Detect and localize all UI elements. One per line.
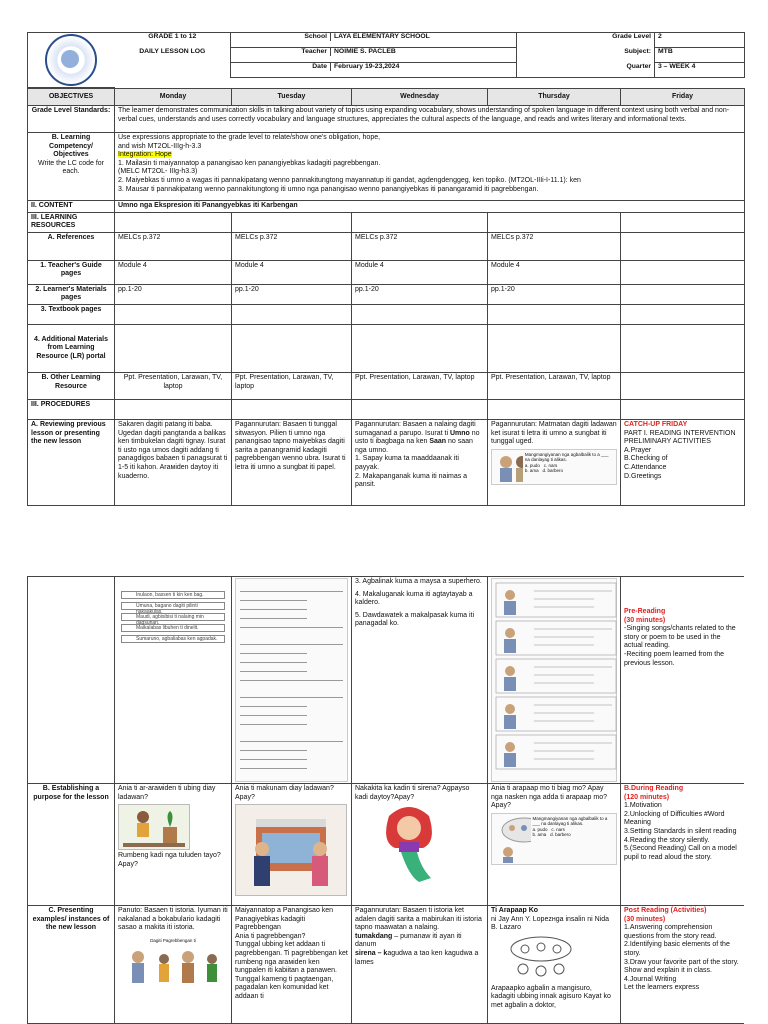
pre-reading-2: -Reciting poem learned from the previous lesson. — [624, 650, 724, 667]
review-wed-end: no saan nga umno. — [355, 438, 473, 454]
resources-label: III. LEARNING RESOURCES — [28, 212, 115, 232]
lm-tuesday: pp.1-20 — [232, 284, 352, 304]
review-fri-5: C.Attendance — [624, 463, 667, 471]
references-label: A. References — [28, 232, 115, 260]
other-thursday: Ppt. Presentation, Larawan, TV, laptop — [488, 372, 621, 399]
lm-thursday: pp.1-20 — [488, 284, 621, 304]
competency-cell — [28, 133, 115, 201]
quarter-value: 3 – WEEK 4 — [655, 63, 745, 78]
review-friday — [621, 419, 745, 505]
quiz-sheet-thumbnail — [235, 578, 348, 782]
review-fri-2: PRELIMINARY ACTIVITIES — [624, 438, 711, 446]
review-fri-3: A.Prayer — [624, 446, 652, 454]
col-tuesday: Tuesday — [232, 89, 352, 106]
pre-reading-title: Pre-Reading — [624, 608, 666, 615]
review-thu-text: Pagannurutan: Matmatan dagiti ladawan ket isurat ti letra iti umno a sungbat iti tunggal uged. — [491, 420, 617, 446]
col-objectives: OBJECTIVES — [28, 89, 115, 106]
textbook-label: 3. Textbook pages — [28, 304, 115, 324]
dream-ws-option-d: d. barbero — [550, 832, 571, 838]
lesson-log-page-1 — [27, 32, 744, 532]
fri-post-reading — [621, 906, 745, 1024]
worksheet-picture-items-icon — [494, 581, 618, 775]
content-text: Umno nga Ekspresion iti Panangyebkas iti Karbengan — [115, 201, 745, 213]
review-label: A. Reviewing previous lesson or presenting the new lesson — [28, 419, 115, 505]
ws-option-c: c. nars — [543, 462, 558, 468]
post-reading-5: Let the learners express — [624, 984, 700, 992]
child-planting-image-icon — [118, 804, 190, 850]
ref-monday: MELCs p.372 — [115, 232, 232, 260]
competency-line-4: (MELC MT2OL- IIIg-h3.3) — [118, 168, 198, 176]
sentence-strip-2: Umuna, bagano dagiti pilinti nakaakulas. — [121, 602, 225, 610]
deped-seal — [28, 33, 115, 88]
during-reading-time: (120 minutes) — [624, 793, 670, 801]
other-label: B. Other Learning Resource — [28, 372, 115, 399]
standards-text: The learner demonstrates communication skills in talking about variety of topics using expanding vocabulary, shows understanding of spoken language in different context using both verbal and non-verbal cues, understands and uses correctly vocabulary and language structures, appreciates the cultural aspects of the language, and reads and writes literary and informational texts. — [115, 106, 745, 133]
sentence-strip-3: Maudi, agbisibisi ti nalaing min dagsunan. — [121, 613, 225, 621]
purpose-thursday — [488, 784, 621, 906]
during-reading-title: B.During Reading — [624, 785, 684, 792]
dream-ws-option-a: a. pudo — [532, 826, 548, 832]
ws-option-b: b. ama — [524, 468, 539, 474]
review-wed-item-2: 2. Makapanganak kuma iti naimas a pansit. — [355, 472, 468, 489]
dream-ws-option-b: b. ama — [532, 832, 547, 838]
competency-line-3: 1. Mailasin ti maiyannatop a panangisao ken panangiyebkas kadagiti pagrebbengan. — [118, 159, 381, 167]
tg-label: 1. Teacher's Guide pages — [28, 260, 115, 284]
review-wed-item-1: 1. Sapay kuma ta maaddaanak iti payyak. — [355, 455, 459, 471]
dll-table-page-2 — [27, 576, 744, 1024]
post-reading-1: 1.Answering comprehension questions from the story read. — [624, 924, 717, 940]
thu-worksheets — [488, 577, 621, 784]
additional-label: 4. Additional Materials from Learning Resource (LR) portal — [28, 324, 115, 372]
standards-label: Grade Level Standards: — [28, 106, 115, 133]
competency-line-5: 2. Maiyebkas ti umno a wagas iti pannakipatang wenno pannakitungtong mayannatup iti gandat, agdengdenggeg, ken topiko. (MT2OL-IIIi-I-11.1): ken — [118, 176, 581, 184]
purpose-mon-question-2: Rumbeng kadi nga tuluden tayo?Apay? — [118, 852, 221, 868]
quarter-label: Quarter — [517, 63, 655, 78]
grade-value: 2 — [655, 33, 745, 48]
purpose-label: B. Establishing a purpose for the lesson — [28, 784, 115, 906]
date-label: Date — [231, 63, 331, 71]
purpose-monday — [115, 784, 232, 906]
presenting-label: C. Presenting examples/ instances of the new lesson — [28, 906, 115, 1024]
procedures-label: III. PROCEDURES — [28, 399, 115, 419]
review-wed-saan: Saan — [429, 438, 447, 446]
lm-wednesday: pp.1-20 — [352, 284, 488, 304]
school-value: LAYA ELEMENTARY SCHOOL — [334, 33, 430, 40]
review-fri-6: D.Greetings — [624, 472, 662, 480]
competency-line-6: 3. Mausar ti pannakipatang wenno pannakitungtong iti umno nga panangisao wenno panangiyebkas iti panangaramid iti pagrebbengan. — [118, 185, 539, 193]
pres-mon-story-title: Dagiti Pagrebbengan ti — [150, 937, 196, 943]
dll-table-page-1 — [27, 88, 745, 506]
during-reading-2: 2.Unlocking of Difficulties #Word Meaning — [624, 810, 725, 827]
review-wed-mid: no usto ti ibagbaga na ken — [355, 429, 480, 446]
content-label: II. CONTENT — [28, 201, 115, 213]
purpose-tuesday — [232, 784, 352, 906]
post-reading-3: 3.Draw your favorite part of the story. Show and explain it in class. — [624, 958, 739, 975]
col-friday: Friday — [621, 89, 745, 106]
poem-title: Ti Arapaap Ko — [491, 907, 539, 914]
worksheet-thumbnail — [491, 449, 617, 485]
worksheet-question: Mangmangiyanan nga agbalbalik to a ___ na danlayag ti alikas. — [524, 451, 609, 463]
tg-wednesday: Module 4 — [352, 260, 488, 284]
subject-value: MTB — [655, 48, 745, 63]
purpose-wednesday — [352, 784, 488, 906]
thu-worksheet-stack — [491, 578, 617, 782]
catch-up-friday-title: CATCH-UP FRIDAY — [624, 420, 688, 428]
purpose-tue-question: Ania ti makunam diay ladawan? Apay? — [235, 785, 334, 801]
presenting-tuesday: Maiyannatop a Panangisao ken Panagiyebkas kadagiti Pagrebbengan Ania ti pagrebbengan? Tunggal ubbing ket addaan ti pagrebbengan. Ti pagrebbengan ket rumbeng nga araміden ken tungpalen iti kabiitan a panawen. Tunggal kameng ti pagtaengan, pagadalan ken komunidad ket addaan ti — [232, 906, 352, 1024]
title-line-1: GRADE 1 to 12 — [115, 33, 231, 48]
sentence-strip-4: Maikalabas libuhen ti dinelit. — [121, 624, 225, 632]
pres-mon-text: Panuto: Basaen ti istoria. Iyuman iti nakalanad a bokabulario kadagiti sasao a makita iti istoria. — [118, 907, 228, 932]
post-reading-4: 4.Journal Writing — [624, 975, 677, 983]
review-tuesday: Pagannurutan: Basaen ti tunggal sitwasyon. Pilien ti umno nga panangisao tapno maiyebkas dagiti sarita a panangramid kadagiti pagrebbengan wenno ubra. Isurat ti letra iti umno a sungbat iti papel. — [232, 419, 352, 505]
title-line-2: DAILY LESSON LOG — [139, 47, 206, 55]
tg-thursday: Module 4 — [488, 260, 621, 284]
competency-line-2: and wish MT2OL-IIIg-h-3.3 — [118, 142, 202, 150]
post-reading-time: (30 minutes) — [624, 915, 666, 923]
ref-wednesday: MELCs p.372 — [352, 232, 488, 260]
teacher-value: NOIMIE S. PACLEB — [334, 48, 396, 55]
review-thursday — [488, 419, 621, 505]
lesson-log-page-2 — [27, 576, 744, 1024]
purpose-thu-question: Ania ti arapaap mo ti biag mo? Apay nga nasken nga adda ti arapaap mo?Apay? — [491, 785, 607, 810]
wed-item-3: 3. Agbalinak kuma a maysa a superhero. — [355, 578, 482, 585]
competency-line-1: Use expressions appropriate to the grade level to relate/show one's obligation, hope, — [118, 134, 381, 141]
pre-reading-1: -Singing songs/chants related to the story or poem to be used in the actual reading. — [624, 625, 736, 650]
poem-author: ni Jay Ann Y. Lopezнga insalin ni Nida B. Lazaro — [491, 915, 610, 932]
teacher-label: Teacher — [231, 48, 331, 56]
wed-item-5: 5. Dawdawatek a makalpasak kuma iti panagadal ko. — [355, 611, 475, 628]
presenting-wednesday — [352, 906, 488, 1024]
vocab-tumakdang-def: – pumanaw iti ayan iti danum — [355, 932, 462, 949]
tue-quiz-image — [232, 577, 352, 784]
review-fri-1: PART I. READING INTERVENTION — [624, 429, 736, 437]
lm-label: 2. Learner's Materials pages — [28, 284, 115, 304]
review-fri-4: B.Checking of — [624, 455, 668, 463]
dream-worksheet-question: Mangmangiyanan nga agbalbalik to a ___ na danlayag ti alikas. — [532, 815, 608, 827]
vocab-sirena-def: agudwa a tao ken kagudwa a lames — [355, 949, 479, 966]
other-tuesday: Ppt. Presentation, Larawan, TV, laptop — [232, 372, 352, 399]
family-chores-image-icon — [118, 945, 228, 985]
purpose-wed-question: Nakakita ka kadin ti sirena? Agpayso kadi daytoy?Apay? — [355, 785, 470, 801]
ws-option-d: d. barbero — [542, 468, 563, 474]
school-label: School — [231, 33, 331, 41]
presenting-thursday — [488, 906, 621, 1024]
mermaid-image-icon — [369, 802, 449, 888]
family-store-image-icon — [235, 804, 347, 896]
fri-during-reading — [621, 784, 745, 906]
col-thursday: Thursday — [488, 89, 621, 106]
sentence-strip-1: Inulaon, bassen ti kin ken bag. — [121, 591, 225, 599]
tg-monday: Module 4 — [115, 260, 232, 284]
wed-item-4: 4. Makaluganak kuma iti agtaytayab a kaldero. — [355, 590, 473, 607]
review-wed-intro: Pagannurutan: Basaen a nalaing dagiti sumaganad a parupo. Isurat ti — [355, 420, 476, 437]
during-reading-4: 4.Reading the story silently. — [624, 836, 710, 844]
ref-thursday: MELCs p.372 — [488, 232, 621, 260]
purpose-mon-question: Ania ti ar-araміden ti ubing diay ladawan? — [118, 785, 216, 801]
review-wednesday — [352, 419, 488, 505]
presenting-monday — [115, 906, 232, 1024]
date-value: February 19-23,2024 — [334, 63, 400, 70]
competency-sub: Write the LC code for each. — [37, 159, 104, 176]
mon-sentence-strips — [115, 577, 232, 784]
header-table — [27, 32, 745, 88]
pres-wed-text: Pagannurutan: Basaen ti istoria ket adalen dagiti sarita a mabirukan iti istoria tapno maawatan a nalaing. — [355, 907, 482, 932]
other-wednesday: Ppt. Presentation, Larawan, TV, laptop — [352, 372, 488, 399]
integration-highlight: Integration: Hope — [118, 151, 172, 159]
lm-monday: pp.1-20 — [115, 284, 232, 304]
tg-tuesday: Module 4 — [232, 260, 352, 284]
child-dreaming-icon — [492, 814, 531, 864]
poem-body: Arapaapko agbalin a mangisuro, kadagiti ubbing innak agisuro Kayat ko met agbalin a doktor, — [491, 984, 611, 1009]
post-reading-2: 2.Identifying basic elements of the story. — [624, 941, 730, 957]
during-reading-5: 5.(Second Reading) Call on a model pupil to read aloud the story. — [624, 845, 737, 861]
ref-tuesday: MELCs p.372 — [232, 232, 352, 260]
grade-label: Grade Level — [517, 33, 655, 48]
children-dreams-image-icon — [501, 935, 581, 983]
other-monday: Ppt. Presentation, Larawan, TV, laptop — [115, 372, 232, 399]
fri-pre-reading — [621, 577, 745, 784]
subject-label: Subject: — [517, 48, 655, 63]
during-reading-1: 1.Motivation — [624, 802, 662, 810]
competency-label: B. Learning Competency/ Objectives — [49, 134, 93, 159]
ws-option-a: a. pudo — [524, 462, 540, 468]
review-wed-umno: Umno — [449, 429, 470, 437]
pre-reading-time: (30 minutes) — [624, 616, 666, 624]
dream-worksheet-thumbnail — [491, 813, 617, 865]
post-reading-title: Post Reading (Activities) — [624, 907, 707, 914]
col-wednesday: Wednesday — [352, 89, 488, 106]
during-reading-3: 3.Setting Standards in silent reading — [624, 827, 737, 835]
col-monday: Monday — [115, 89, 232, 106]
vocab-tumakdang: tumakdang — [355, 932, 393, 940]
review-monday: Sakaren dagiti patang iti baba. Ugedan dagiti pangtanda a balikas ken timbukelan dagiti tignay. Isurat ti usto nga umos dagiti addang ti panagdigos babaen ti panagsurat ti 1-5 iti kahon. Araміden daytoy iti kuaderno. — [115, 419, 232, 505]
wed-items-cont — [352, 577, 488, 784]
sentence-strip-5: Sumaruno, agbaliabas ken agpadak. — [121, 635, 225, 643]
vocab-sirena: sirena – k — [355, 949, 388, 957]
worksheet-illustration-icon — [492, 450, 523, 484]
competency-text — [115, 133, 745, 201]
dream-ws-option-c: c. nars — [551, 826, 565, 832]
